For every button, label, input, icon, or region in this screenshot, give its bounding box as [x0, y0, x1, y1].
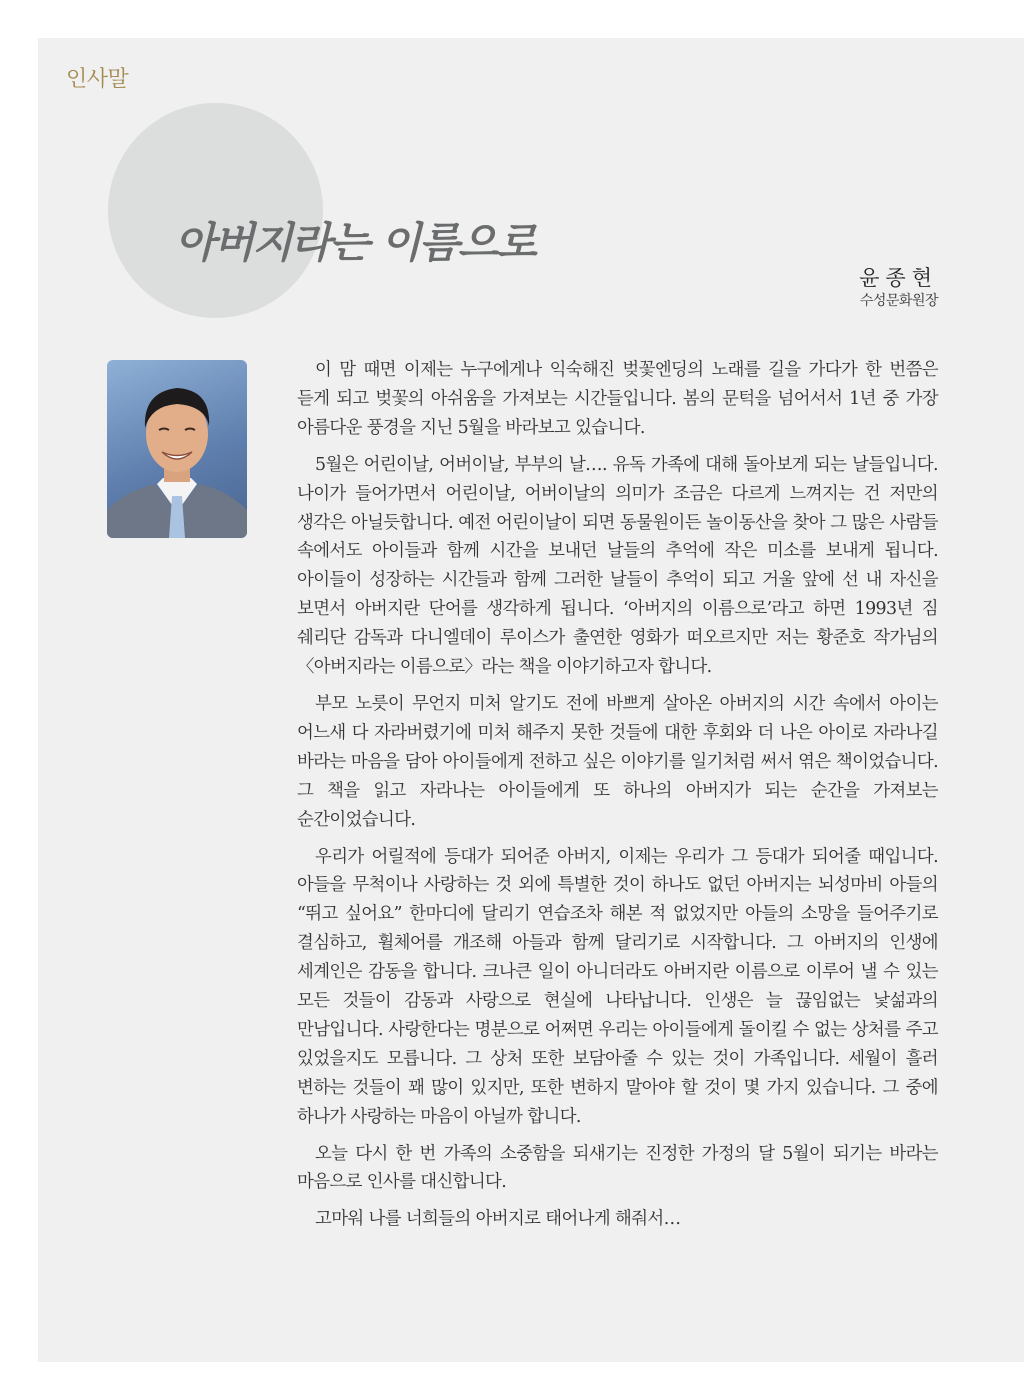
paragraph: 부모 노릇이 무언지 미처 알기도 전에 바쁘게 살아온 아버지의 시간 속에서 아이는 어느새 다 자라버렸기에 미처 해주지 못한 것들에 대한 후회와 더 나은 아이로 자라나길 바라는 마음을 담아 아이들에게 전하고 싶은 이야기를 일기처럼 써서 엮은 책이었습니다. 그 책을 읽고 자라나는 아이들에게 또 하나의 아버지가 되는 순간을 가져보는 순간이었습니다. [297, 693, 938, 830]
paragraph: 이 맘 때면 이제는 누구에게나 익숙해진 벚꽃엔딩의 노래를 길을 가다가 한 번쯤은 듣게 되고 벚꽃의 아쉬움을 가져보는 시간들입니다. 봄의 문턱을 넘어서서 1년 중 가장 아름다운 풍경을 지닌 5월을 바라보고 있습니다. [297, 360, 938, 438]
author-role: 수성문화원장 [859, 293, 938, 309]
paragraph: 오늘 다시 한 번 가족의 소중함을 되새기는 진정한 가정의 달 5월이 되기는 바라는 마음으로 인사를 대신합니다. [297, 1143, 938, 1193]
section-label: 인사말 [66, 67, 129, 92]
author-portrait [107, 360, 247, 538]
paragraph: 우리가 어릴적에 등대가 되어준 아버지, 이제는 우리가 그 등대가 되어줄 때입니다. 아들을 무척이나 사랑하는 것 외에 특별한 것이 하나도 없던 아버지는 뇌성마비 아들의 “뛰고 싶어요” 한마디에 달리기 연습조차 해본 적 없었지만 아들의 소망을 들어주기로 결심하고, 휠체어를 개조해 아들과 함께 달리기로 시작합니다. 그 아버지의 인생에 세계인은 감동을 합니다. 크나큰 일이 아니더라도 아버지란 이름으로 이루어 낼 수 있는 모든 것들이 감동과 사랑으로 현실에 나타납니다. 인생은 늘 끊임없는 낯섦과의 만남입니다. 사랑한다는 명분으로 어쩌면 우리는 아이들에게 돌이킬 수 없는 상처를 주고 있었을지도 모릅니다. 그 상처 또한 보담아줄 수 있는 것이 가족입니다. 세월이 흘러 변하는 것들이 꽤 많이 있지만, 또한 변하지 말아야 할 것이 몇 가지 있습니다. 그 중에 하나가 사랑하는 마음이 아닐까 합니다. [297, 846, 938, 1127]
page-panel [38, 38, 1024, 1362]
body-text [297, 356, 938, 1242]
paragraph: 5월은 어린이날, 어버이날, 부부의 날…. 유독 가족에 대해 돌아보게 되는 날들입니다. 나이가 들어가면서 어린이날, 어버이날의 의미가 조금은 다르게 느껴지는 건 저만의 생각은 아닐듯합니다. 예전 어린이날이 되면 동물원이든 놀이동산을 찾아 그 많은 사람들 속에서도 아이들과 함께 시간을 보내던 날들의 추억에 작은 미소를 보내게 됩니다. 아이들이 성장하는 시간들과 함께 그러한 날들이 추억이 되고 거울 앞에 선 내 자신을 보면서 아버지란 단어를 생각하게 됩니다. ‘아버지의 이름으로’라고 하면 1993년 짐 쉐리단 감독과 다니엘데이 루이스가 출연한 영화가 떠오르지만 저는 황준호 작가님의 〈아버지라는 이름으로〉라는 책을 이야기하고자 합니다. [297, 454, 938, 678]
paragraph: 고마워 나를 너희들의 아버지로 태어나게 해줘서… [315, 1209, 681, 1230]
author-name: 윤종현 [859, 266, 938, 290]
page-title: 아버지라는 이름으로 [175, 218, 535, 267]
